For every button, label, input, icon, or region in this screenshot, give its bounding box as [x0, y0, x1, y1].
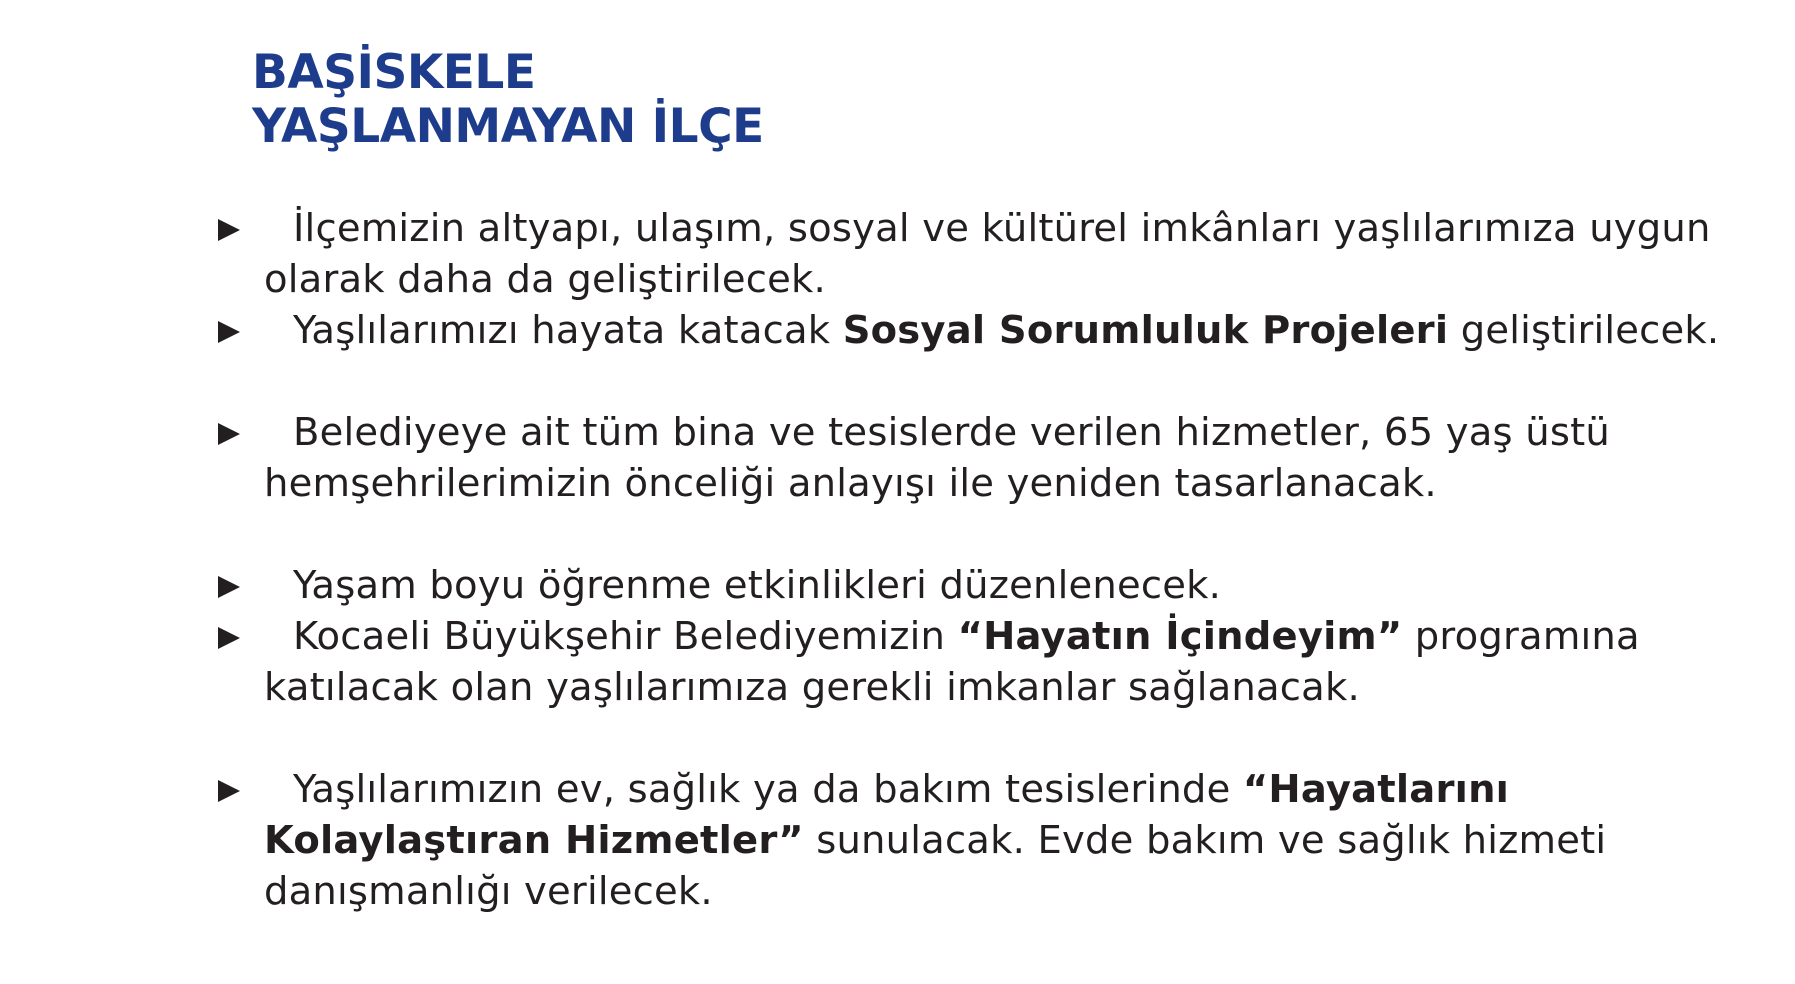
bullet-list — [214, 203, 1784, 917]
title-line-2: YAŞLANMAYAN İLÇE — [252, 99, 764, 154]
item-text-post: geliştirilecek. — [1448, 308, 1720, 353]
item-text: İlçemizin altyapı, ulaşım, sosyal ve kültürel imkânları yaşlılarımıza uygun olarak daha da geliştirilecek. — [264, 206, 1711, 302]
item-text-post: sunulacak. Evde bakım ve sağlık hizmeti danışmanlığı verilecek. — [264, 818, 1607, 914]
title-line-1: BAŞİSKELE — [252, 45, 536, 100]
item-text-pre: Yaşlılarımızı hayata katacak — [293, 308, 843, 353]
triangle-right-icon — [218, 576, 240, 598]
triangle-right-icon — [218, 423, 240, 445]
triangle-right-icon — [218, 627, 240, 649]
item-text: Belediyeye ait tüm bina ve tesislerde verilen hizmetler, 65 yaş üstü hemşehrilerimizin önceliği anlayışı ile yeniden tasarlanacak. — [264, 410, 1610, 506]
item-text-pre: Yaşlılarımızın ev, sağlık ya da bakım tesislerinde — [293, 767, 1243, 812]
triangle-right-icon — [218, 219, 240, 241]
list-item — [214, 611, 1784, 764]
item-text-post: programına katılacak olan yaşlılarımıza gerekli imkanlar sağlanacak. — [264, 614, 1640, 710]
item-text-bold: “Hayatlarını Kolaylaştıran Hizmetler” — [264, 767, 1510, 863]
item-text-bold: Sosyal Sorumluluk Projeleri — [842, 308, 1449, 353]
triangle-right-icon — [218, 780, 240, 802]
page-title — [252, 46, 764, 154]
list-item — [214, 305, 1784, 407]
list-item — [214, 764, 1784, 917]
triangle-right-icon — [218, 321, 240, 343]
item-text-pre: Kocaeli Büyükşehir Belediyemizin — [293, 614, 958, 659]
list-item — [214, 560, 1784, 611]
list-item — [214, 203, 1784, 305]
list-item — [214, 407, 1784, 560]
item-text-bold: “Hayatın İçindeyim” — [957, 614, 1403, 659]
item-text: Yaşam boyu öğrenme etkinlikleri düzenlenecek. — [293, 563, 1222, 608]
